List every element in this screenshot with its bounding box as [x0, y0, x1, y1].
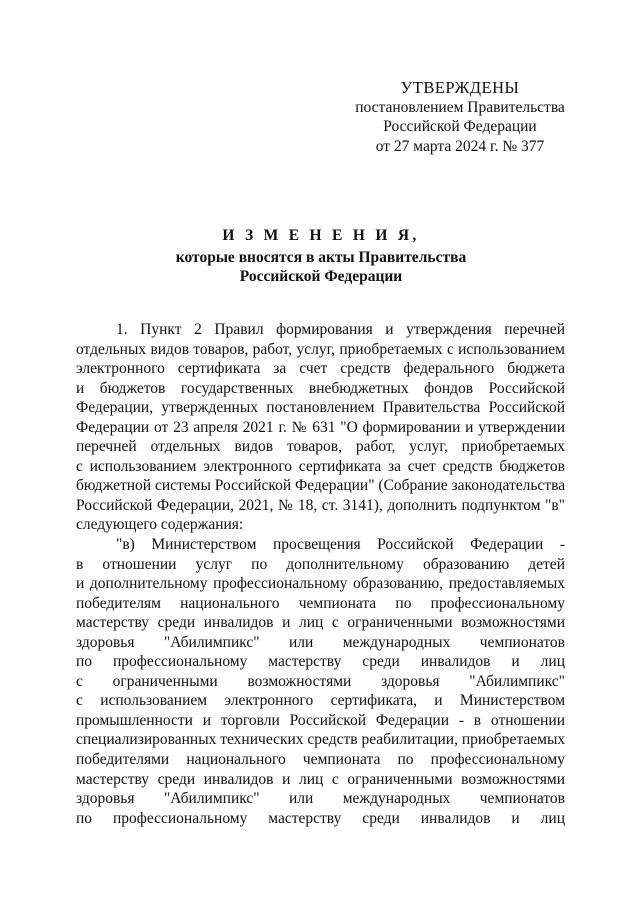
body-line: в отношении услуг по дополнительному образованию детей	[76, 555, 565, 573]
document-heading	[76, 226, 566, 287]
approval-title: УТВЕРЖДЕНЫ	[400, 78, 520, 97]
body-line: и дополнительному профессиональному образованию, предоставляемых	[76, 575, 565, 593]
approval-line-3: от 27 марта 2024 г. № 377	[375, 137, 545, 155]
approval-block	[340, 78, 580, 156]
body-line: мастерству среди инвалидов и лиц с ограниченными возможностями	[76, 770, 565, 788]
document-title: И З М Е Н Е Н И Я,	[222, 227, 420, 244]
body-line: победителями национального чемпионата по профессиональному	[76, 751, 565, 769]
body-line: победителям национального чемпионата по профессиональному	[76, 594, 565, 612]
body-line: специализированных технических средств реабилитации, приобретаемых	[76, 731, 565, 749]
body-line: Российской Федерации, 2021, № 18, ст. 3141), дополнить подпунктом "в"	[76, 496, 565, 514]
body-line: мастерству среди инвалидов и лиц с ограниченными возможностями	[76, 614, 565, 632]
body-line: с использованием электронного сертификата за счет средств бюджетов	[76, 457, 565, 475]
body-line: бюджетной системы Российской Федерации" (Собрание законодательства	[76, 477, 565, 495]
body-line: промышленности и торговли Российской Федерации - в отношении	[76, 711, 565, 729]
body-line: электронного сертификата за счет средств федерального бюджета	[76, 360, 565, 378]
approval-line-1: постановлением Правительства	[355, 98, 565, 116]
body-line: следующего содержания:	[76, 516, 244, 534]
approval-line-2: Российской Федерации	[383, 118, 537, 135]
document-subtitle-2: Российской Федерации	[239, 268, 403, 285]
document-body	[76, 320, 565, 828]
body-line: здоровья "Абилимпикс" или международных чемпионатов	[76, 790, 565, 808]
body-line: 1. Пункт 2 Правил формирования и утверждения перечней	[116, 321, 565, 338]
body-line: перечней отдельных видов товаров, работ, услуг, приобретаемых	[76, 438, 565, 456]
body-line: Федерации от 23 апреля 2021 г. № 631 "О формировании и утверждении	[76, 418, 565, 436]
body-line: отдельных видов товаров, работ, услуг, приобретаемых с использованием	[76, 340, 565, 358]
body-line: с ограниченными возможностями здоровья "Абилимпикс"	[76, 672, 565, 690]
body-line: по профессиональному мастерству среди инвалидов и лиц	[76, 653, 565, 671]
body-line: здоровья "Абилимпикс" или международных чемпионатов	[76, 633, 565, 651]
body-line: по профессиональному мастерству среди инвалидов и лиц	[76, 809, 565, 827]
body-line: "в) Министерством просвещения Российской Федерации -	[116, 536, 565, 554]
body-line: и бюджетов государственных внебюджетных фондов Российской	[76, 379, 565, 397]
body-line: Федерации, утвержденных постановлением Правительства Российской	[76, 399, 565, 417]
body-line: с использованием электронного сертификата, и Министерством	[76, 692, 565, 710]
document-subtitle-1: которые вносятся в акты Правительства	[175, 248, 467, 266]
